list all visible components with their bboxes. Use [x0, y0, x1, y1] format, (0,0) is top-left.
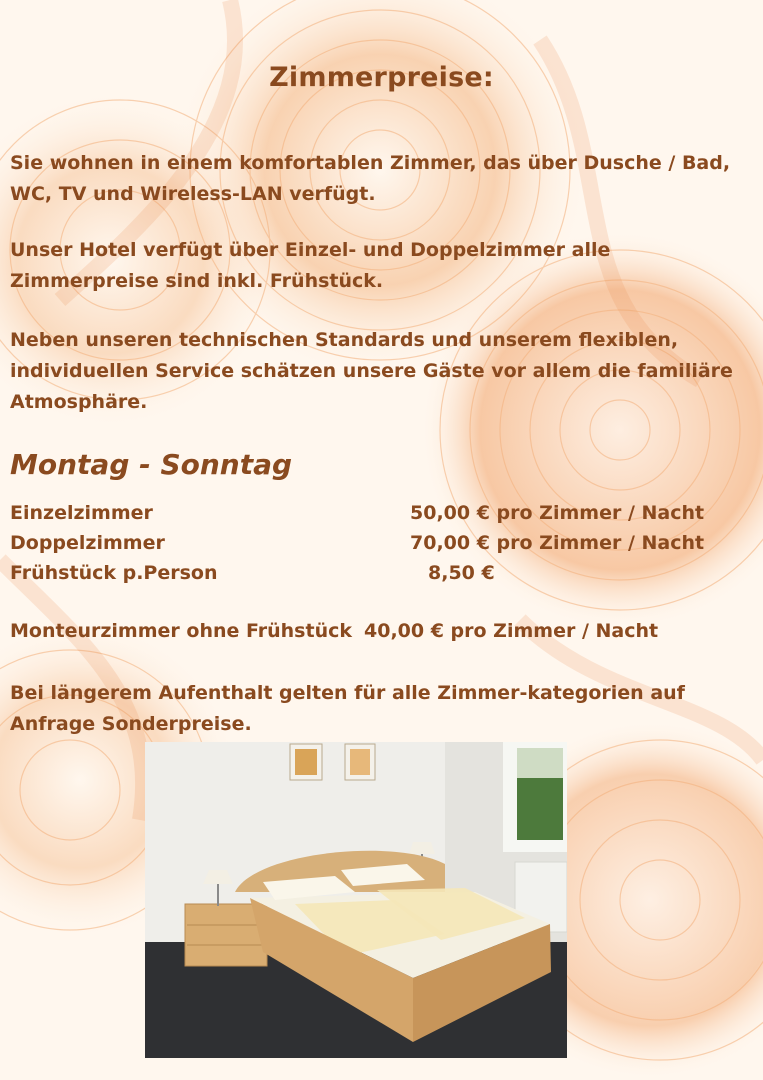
- page-title: Zimmerpreise:: [269, 62, 494, 93]
- price-row-single: [10, 502, 755, 532]
- price-row-double: [10, 532, 755, 562]
- special-prices-note: Bei längerem Aufenthalt gelten für alle Zimmer-kategorien auf Anfrage Sonderpreise.: [10, 682, 685, 735]
- room-photo: [145, 742, 567, 1058]
- price-value: 70,00 € pro Zimmer / Nacht: [410, 532, 705, 554]
- days-heading: Montag - Sonntag: [10, 448, 293, 481]
- price-value: 50,00 € pro Zimmer / Nacht: [410, 502, 705, 524]
- service-paragraph: Neben unseren technischen Standards und unserem flexiblen, individuellen Service schätzen unsere Gäste vor allem die familiäre Atmosphäre.: [10, 329, 733, 413]
- price-label: Einzelzimmer: [10, 502, 153, 524]
- monteur-value: 40,00 € pro Zimmer / Nacht: [364, 620, 659, 642]
- price-row-breakfast: [10, 562, 755, 592]
- room-types-paragraph: Unser Hotel verfügt über Einzel- und Doppelzimmer alle Zimmerpreise sind inkl. Frühstück.: [10, 239, 611, 292]
- price-label: Doppelzimmer: [10, 532, 165, 554]
- price-label: Frühstück p.Person: [10, 562, 218, 584]
- price-value: 8,50 €: [428, 562, 495, 584]
- monteur-price-row: [10, 620, 658, 642]
- monteur-label: Monteurzimmer ohne Frühstück: [10, 620, 352, 642]
- intro-paragraph: Sie wohnen in einem komfortablen Zimmer, das über Dusche / Bad, WC, TV und Wireless-LAN verfügt.: [10, 152, 731, 205]
